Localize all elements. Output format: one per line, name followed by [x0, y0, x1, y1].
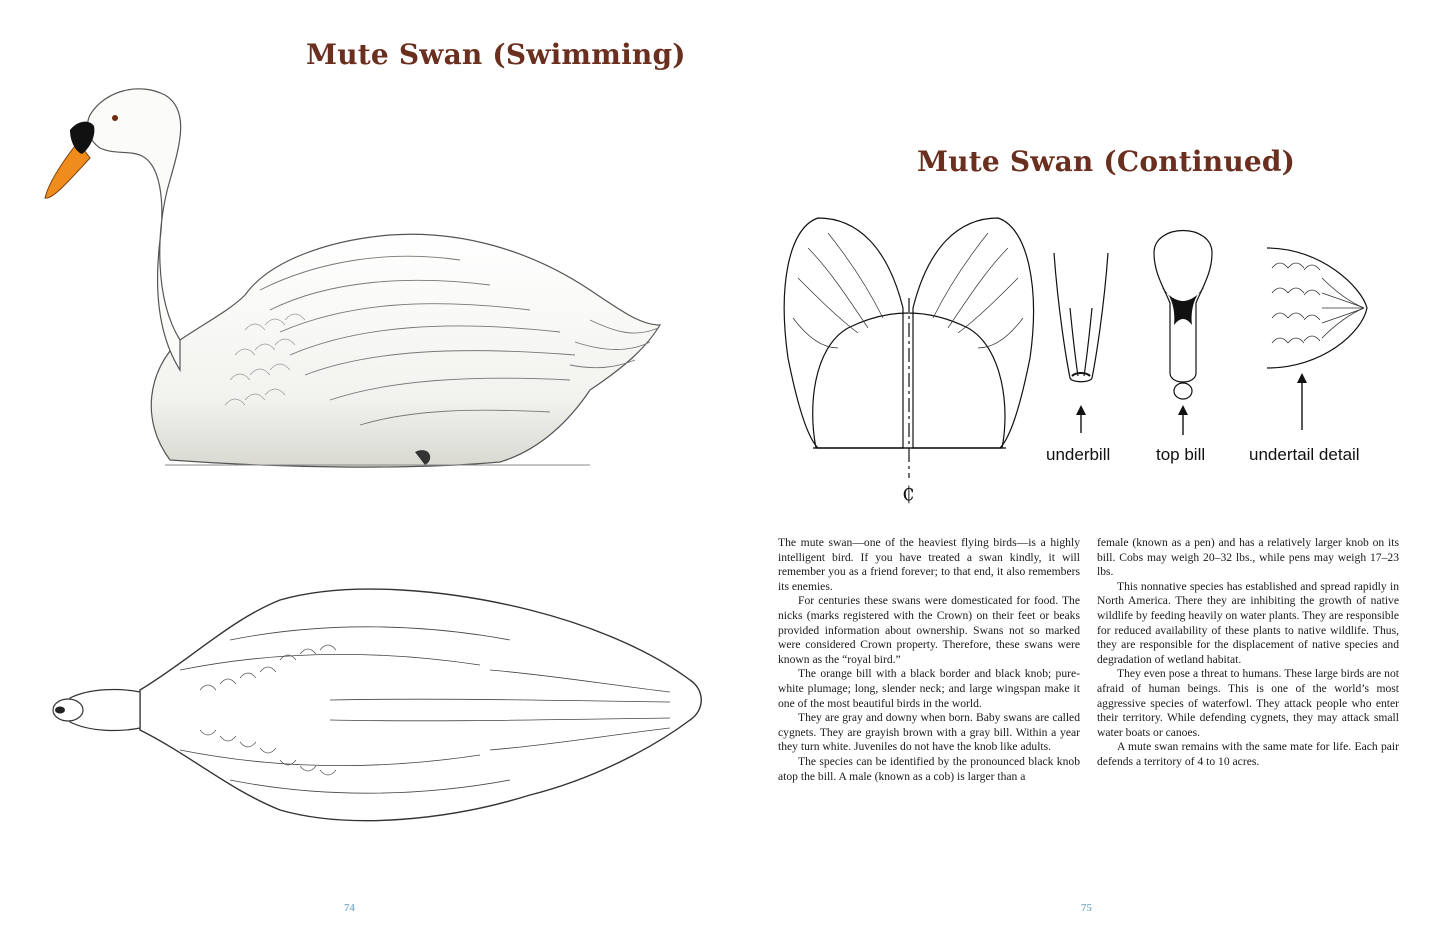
paragraph: The species can be identified by the pronounced black knob atop the bill. A male (known as a cob) is larger than a — [778, 754, 1080, 783]
left-page-title: Mute Swan (Swimming) — [306, 38, 686, 71]
paragraph: They are gray and downy when born. Baby swans are called cygnets. They are grayish brown with a gray bill. Within a year they turn white. Juveniles do not have the knob like adults. — [778, 711, 1080, 754]
paragraph: female (known as a pen) and has a relatively larger knob on its bill. Cobs may weigh 20–32 lbs., while pens may weigh 17–23 lbs. — [1097, 536, 1399, 579]
right-page-title: Mute Swan (Continued) — [917, 145, 1296, 178]
svg-text:₵: ₵ — [902, 481, 915, 505]
left-page-number: 74 — [344, 902, 355, 914]
underbill-label: underbill — [1046, 445, 1111, 464]
paragraph: This nonnative species has established and spread rapidly in North America. There they are inhibiting the growth of native wildlife by feeding heavily on water plants. They are responsible for reduced availability of these plants to native wildlife. Thus, they are responsible for the displacement of native species and degradation of wetland habitat. — [1097, 579, 1399, 666]
paragraph: They even pose a threat to humans. These large birds are not afraid of human beings. This is one of the world’s most aggressive species of waterfowl. They attack people who enter their territory. While defending cygnets, they may attack small water boats or canoes. — [1097, 667, 1399, 739]
paragraph: The mute swan—one of the heaviest flying birds—is a highly intelligent bird. If you have treated a swan kindly, it will remember you as a friend forever; to that end, it also remembers its enemies. — [778, 536, 1080, 593]
paragraph: For centuries these swans were domesticated for food. The nicks (marks registered with the Crown) on their feet or beaks provided information about ownership. Swans not so marked were considered Crown property. Therefore, these swans were known as the “royal bird.” — [778, 594, 1080, 666]
right-page-number: 75 — [1081, 902, 1092, 914]
top-bill-label: top bill — [1156, 445, 1206, 464]
text-column-2 — [1097, 536, 1399, 770]
swan-top-view-illustration — [30, 580, 720, 840]
wing-fold-diagram — [778, 208, 1040, 508]
undertail-detail-label: undertail detail — [1249, 445, 1360, 464]
text-column-1 — [778, 536, 1080, 784]
underbill-diagram — [1048, 248, 1114, 438]
paragraph: The orange bill with a black border and black knob; pure-white plumage; long, slender neck; and large wingspan make it one of the most beautiful birds in the world. — [778, 667, 1080, 710]
top-bill-diagram — [1144, 213, 1222, 438]
undertail-detail-diagram — [1262, 238, 1370, 433]
swan-side-view-illustration — [30, 70, 680, 480]
paragraph: A mute swan remains with the same mate for life. Each pair defends a territory of 4 to 10 acres. — [1097, 740, 1399, 768]
